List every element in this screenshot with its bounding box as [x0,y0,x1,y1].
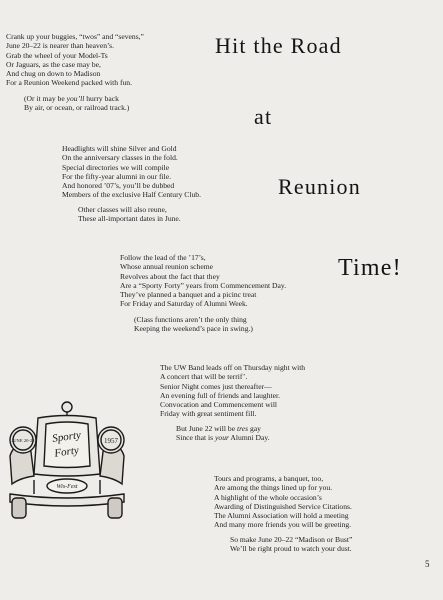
verse-line: By air, or ocean, or railroad track.) [24,103,130,113]
verse-line: For the fifty-year alumni in our file. [62,171,172,181]
verse-line: Since that is your Alumni Day. [176,433,270,443]
verse-line: Are among the things lined up for you. [214,483,333,493]
title-line-1: Hit the Road [215,33,342,58]
title-line-2: at [254,104,273,129]
verse-line: And honored ’07’s, you’ll be dubbed [62,181,175,191]
verse-line: Other classes will also reune, [78,205,167,214]
verse-line: An evening full of friends and laughter. [160,390,280,400]
verse-line: The Alumni Association will hold a meeting [214,511,349,521]
stanza-5-note [230,535,352,554]
verse-line: Are a “Sporty Forty” years from Commencement Day. [120,280,287,290]
verse-line: Tours and programs, a banquet, too, [214,474,324,483]
verse-line: And many more friends you will be greeting. [214,520,352,530]
verse-line: Revolves about the fact that they [120,271,220,281]
verse-line: And chug on down to Madison [6,69,101,79]
stanza-1 [6,32,144,88]
verse-line: Follow the lead of the ’17’s, [120,253,206,262]
stanza-3 [120,253,286,309]
verse-line: So make June 20–22 “Madison or Bust” [230,535,353,544]
verse-line: Awarding of Distinguished Service Citations. [214,501,352,511]
verse-line: They’ve planned a banquet and a picinc treat [120,290,257,300]
verse-line: Grab the wheel of your Model-Ts [6,50,108,60]
stanza-5 [214,474,352,530]
verse-line: For Friday and Saturday of Alumni Week. [120,299,248,309]
verse-line: But June 22 will be tres gay [176,424,261,433]
page-number: 5 [425,559,430,569]
title-line-4: Time! [338,255,402,281]
car-plate: Wis-Fest [56,484,78,490]
verse-line: On the anniversary classes in the fold. [62,153,178,163]
verse-line: A concert that will be terrif’. [160,372,248,382]
verse-line: Friday with great sentiment fill. [160,409,257,419]
car-windshield-sporty: Sporty [51,429,82,445]
verse-line: (Or it may be you’ll hurry back [24,94,119,103]
verse-line: A highlight of the whole occasion’s [214,492,322,502]
stanza-2-note [78,205,181,224]
verse-line: Senior Night comes just thereafter— [160,381,272,391]
verse-line: Crank up your buggies, “twos” and “sevens,” [6,32,144,41]
car-windshield-forty: Forty [53,444,80,460]
verse-line: Keeping the weekend’s pace in swing.) [134,324,253,334]
title-line-3: Reunion [278,174,361,199]
car-badge-right: 1957 [104,437,118,445]
verse-line: Or Jaguars, as the case may be, [6,59,101,69]
verse-line: The UW Band leads off on Thursday night with [160,363,306,372]
verse-line: Convocation and Commencement will [160,400,278,410]
verse-line: These all-important dates in June. [78,214,181,224]
stanza-4 [160,363,305,419]
stanza-1-note [24,94,129,113]
verse-line: We’ll be right proud to watch your dust. [230,544,352,554]
stanza-3-note [134,315,253,334]
verse-line: For a Reunion Weekend packed with fun. [6,78,132,88]
verse-line: Headlights will shine Silver and Gold [62,144,177,153]
car-badge-left: JUNE 20-22 [11,438,35,443]
verse-line: June 20–22 is nearer than heaven’s. [6,41,114,51]
stanza-4-note [176,424,270,443]
stanza-2 [62,144,201,200]
verse-line: Special directories we will compile [62,162,170,172]
verse-line: Members of the exclusive Half Century Club. [62,190,201,200]
verse-line: (Class functions aren’t the only thing [134,315,247,324]
verse-line: Whose annual reunion scheme [120,262,213,272]
vintage-car-illustration [4,396,130,520]
